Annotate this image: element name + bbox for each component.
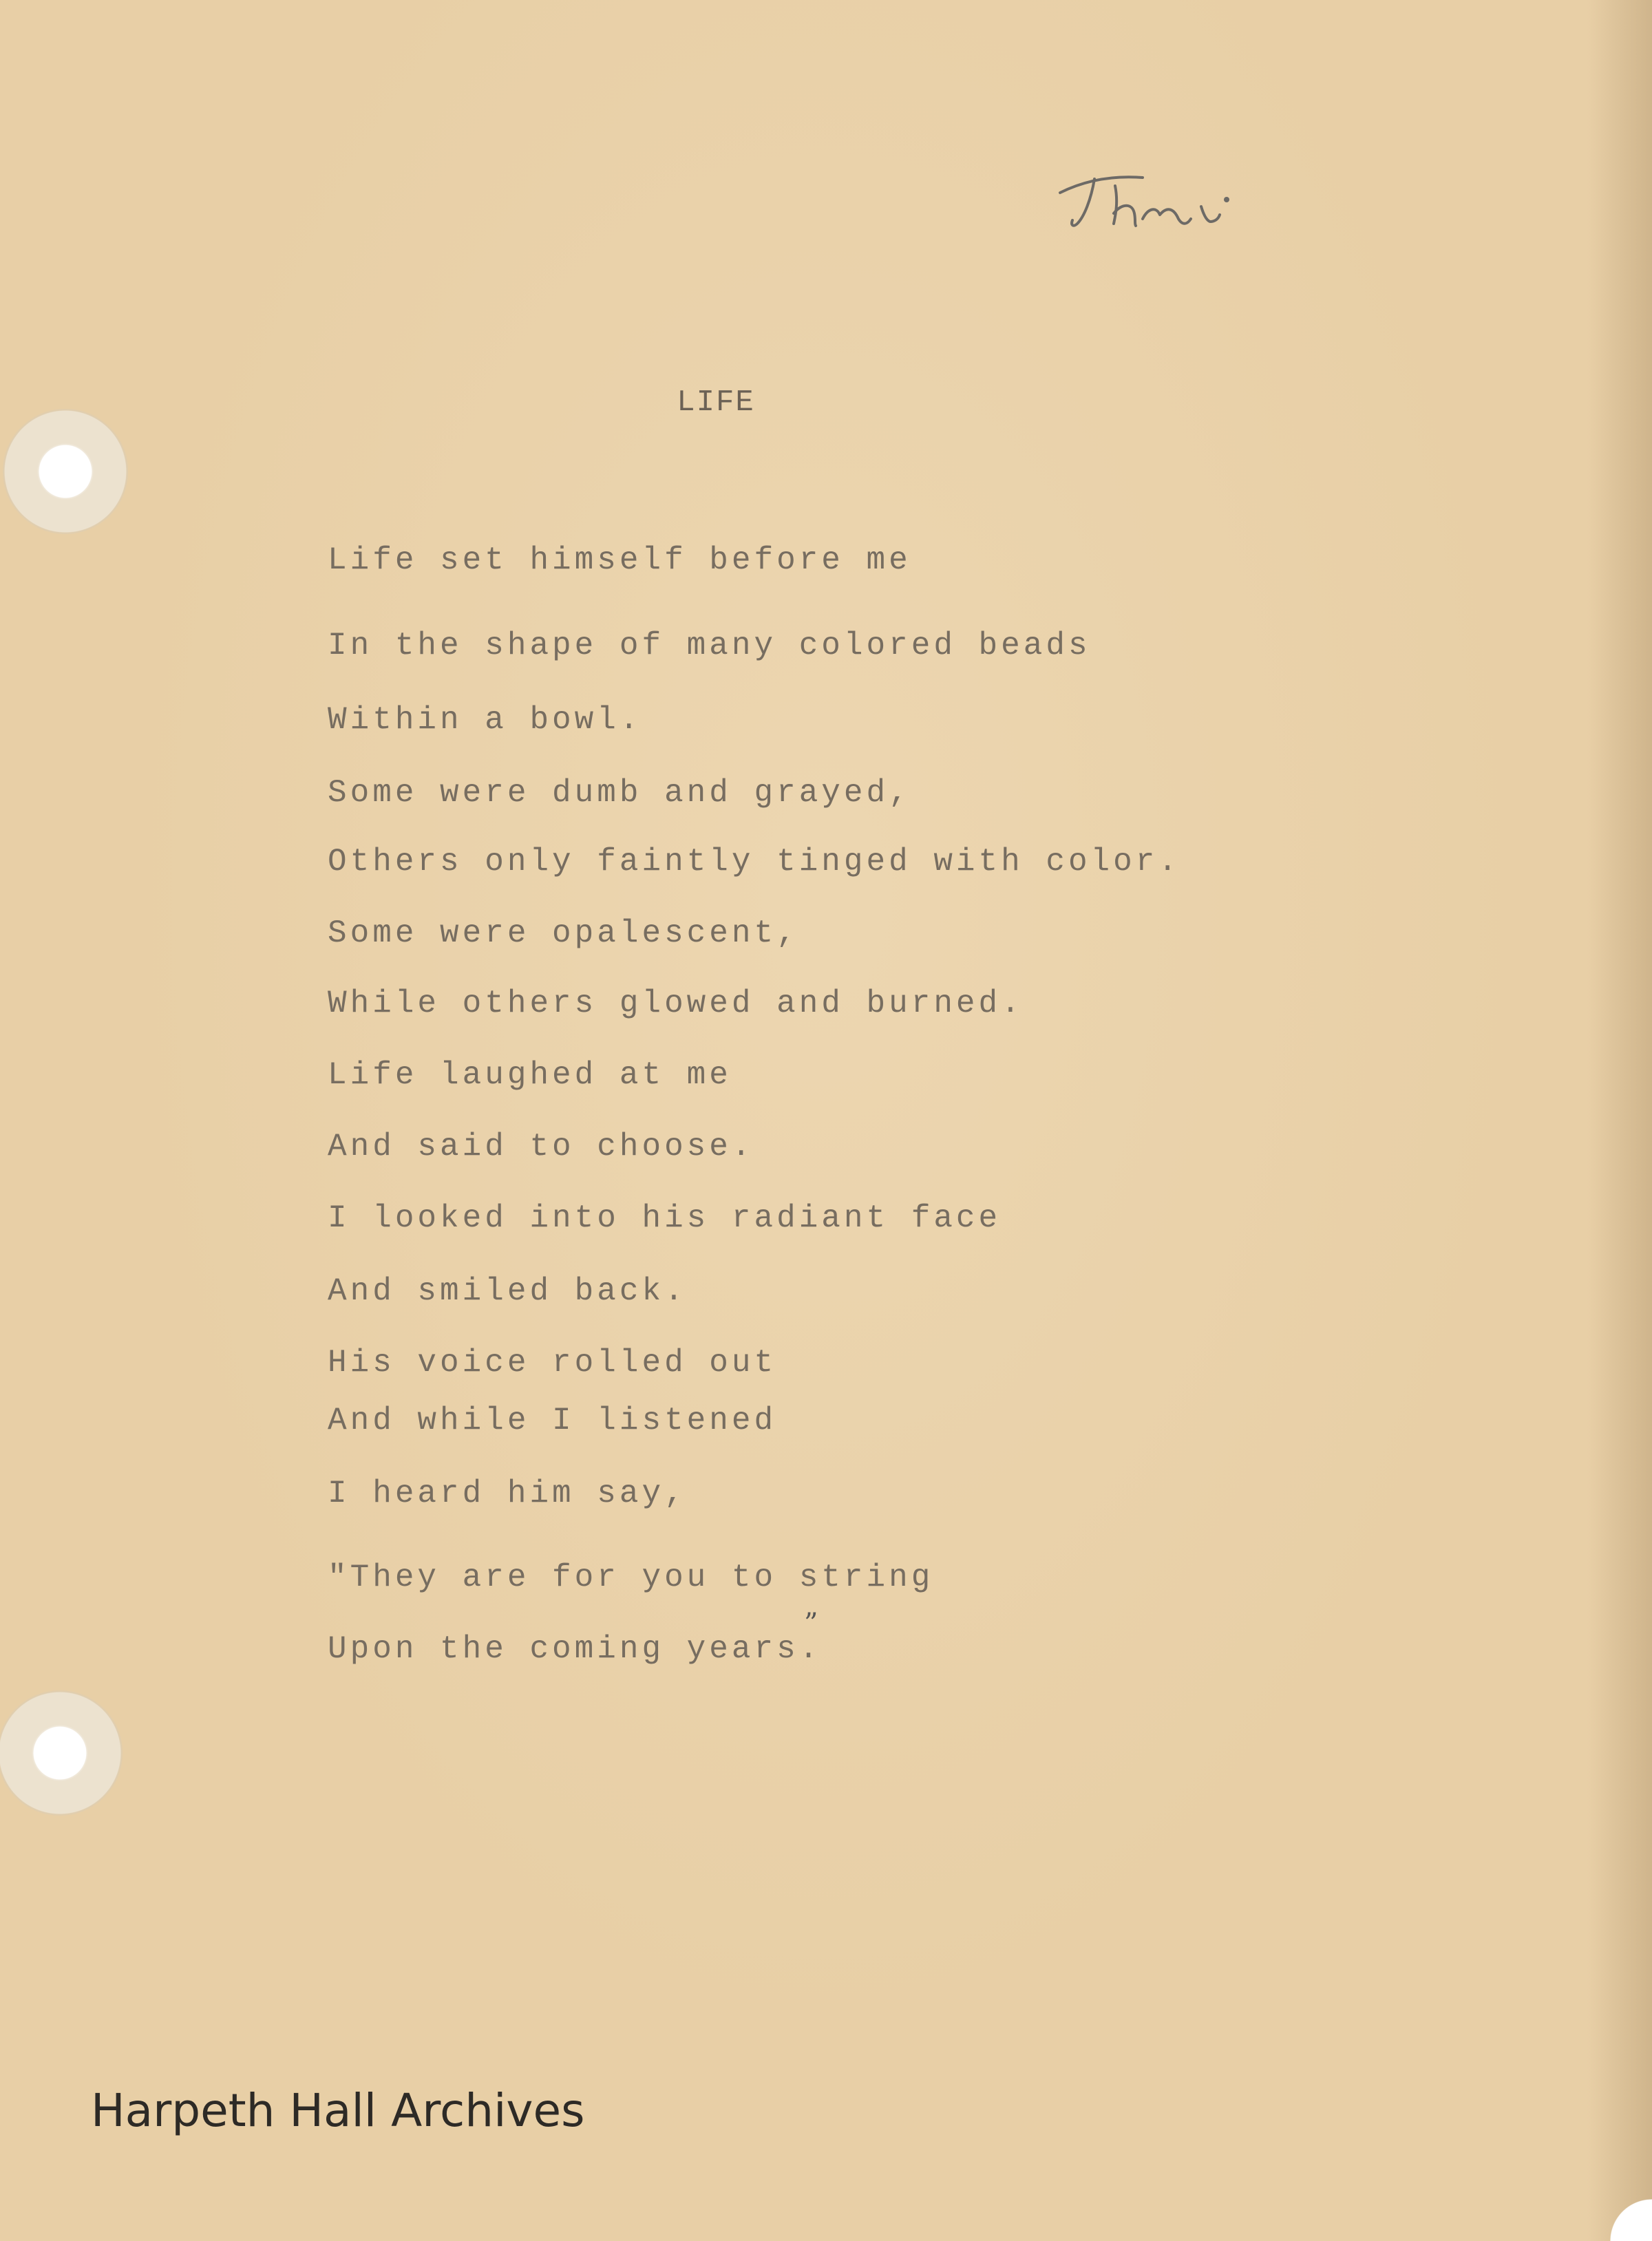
poem-body <box>328 0 1222 1667</box>
page-corner-tear <box>1604 2165 1652 2241</box>
poem-line: Within a bowl. <box>328 702 642 738</box>
poem-line: I looked into his radiant face <box>328 1200 1002 1236</box>
poem-line: His voice rolled out <box>328 1345 777 1381</box>
poem-line: "They are for you to string <box>328 1560 934 1595</box>
poem-line: Life laughed at me <box>328 1057 732 1093</box>
poem-line: I heard him say, <box>328 1476 687 1511</box>
poem-line: In the shape of many colored beads <box>328 628 1091 663</box>
punch-hole-bottom <box>0 1690 123 1816</box>
page-edge-shadow <box>1590 0 1652 2241</box>
archive-watermark: Harpeth Hall Archives <box>91 2084 585 2137</box>
poem-line: Life set himself before me <box>328 542 911 578</box>
poem-line: While others glowed and burned. <box>328 986 1024 1021</box>
poem-line: And while I listened <box>328 1403 777 1438</box>
poem-line: Some were dumb and grayed, <box>328 775 911 811</box>
poem-line: Upon the coming years. <box>328 1631 822 1667</box>
punch-hole-top <box>3 409 128 534</box>
handwritten-quote-mark: ” <box>804 1608 818 1639</box>
poem-line: Others only faintly tinged with color. <box>328 844 1180 880</box>
poem-line: And said to choose. <box>328 1129 754 1165</box>
poem-line: And smiled back. <box>328 1273 687 1309</box>
poem-title: LIFE <box>677 385 755 420</box>
poem-line: Some were opalescent, <box>328 915 799 951</box>
